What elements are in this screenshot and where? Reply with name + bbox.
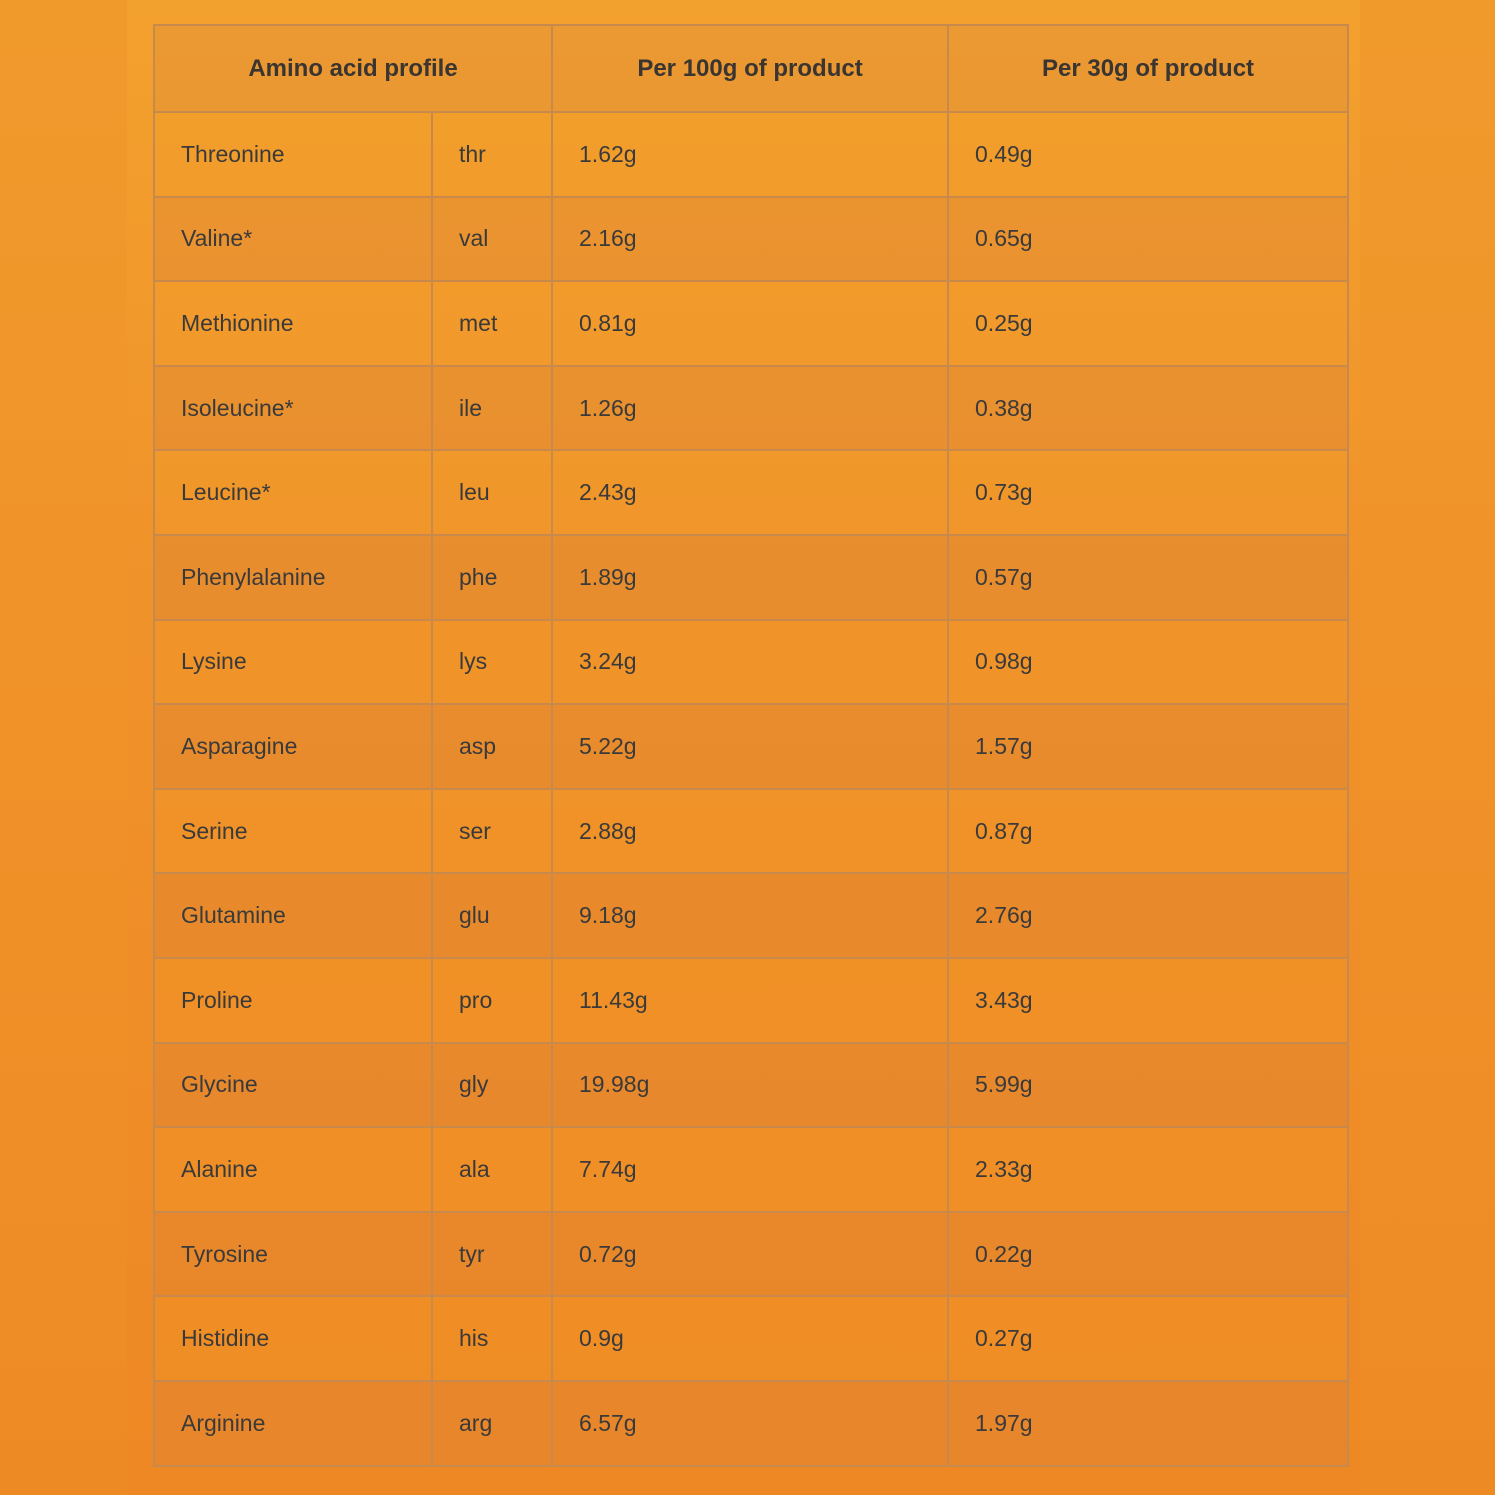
table-row <box>154 535 1348 620</box>
table-row <box>154 789 1348 874</box>
amino-acid-abbreviation: thr <box>432 112 552 197</box>
amount-per-30g: 1.57g <box>948 704 1348 789</box>
amount-per-100g: 19.98g <box>552 1043 948 1128</box>
amount-per-30g: 0.27g <box>948 1296 1348 1381</box>
amino-acid-name: Glycine <box>154 1043 432 1128</box>
amino-acid-abbreviation: his <box>432 1296 552 1381</box>
amino-acid-name: Leucine* <box>154 450 432 535</box>
amount-per-100g: 2.88g <box>552 789 948 874</box>
amount-per-100g: 2.43g <box>552 450 948 535</box>
table-header-row <box>154 25 1348 112</box>
amount-per-100g: 2.16g <box>552 197 948 282</box>
table-row <box>154 1381 1348 1466</box>
table-row <box>154 1127 1348 1212</box>
amino-acid-name: Glutamine <box>154 873 432 958</box>
amino-acid-abbreviation: arg <box>432 1381 552 1466</box>
amount-per-100g: 0.72g <box>552 1212 948 1297</box>
amino-acid-name: Phenylalanine <box>154 535 432 620</box>
amino-acid-name: Serine <box>154 789 432 874</box>
amount-per-30g: 0.73g <box>948 450 1348 535</box>
amount-per-30g: 2.33g <box>948 1127 1348 1212</box>
amount-per-30g: 1.97g <box>948 1381 1348 1466</box>
amount-per-30g: 2.76g <box>948 873 1348 958</box>
table-row <box>154 1296 1348 1381</box>
table-row <box>154 112 1348 197</box>
amino-acid-abbreviation: ile <box>432 366 552 451</box>
amount-per-100g: 0.81g <box>552 281 948 366</box>
amino-acid-abbreviation: tyr <box>432 1212 552 1297</box>
amount-per-30g: 0.38g <box>948 366 1348 451</box>
table-row <box>154 281 1348 366</box>
amino-acid-name: Tyrosine <box>154 1212 432 1297</box>
amount-per-100g: 9.18g <box>552 873 948 958</box>
amount-per-30g: 0.65g <box>948 197 1348 282</box>
amount-per-30g: 0.25g <box>948 281 1348 366</box>
amount-per-100g: 6.57g <box>552 1381 948 1466</box>
amount-per-30g: 5.99g <box>948 1043 1348 1128</box>
amount-per-100g: 1.89g <box>552 535 948 620</box>
amino-acid-name: Alanine <box>154 1127 432 1212</box>
amino-acid-name: Lysine <box>154 620 432 705</box>
amino-acid-name: Asparagine <box>154 704 432 789</box>
amino-acid-name: Isoleucine* <box>154 366 432 451</box>
amount-per-100g: 7.74g <box>552 1127 948 1212</box>
amino-acid-name: Valine* <box>154 197 432 282</box>
amino-acid-abbreviation: lys <box>432 620 552 705</box>
amino-acid-name: Arginine <box>154 1381 432 1466</box>
table-row <box>154 1043 1348 1128</box>
table-row <box>154 704 1348 789</box>
table-row <box>154 620 1348 705</box>
header-amino-acid-profile: Amino acid profile <box>154 25 552 112</box>
amino-acid-name: Methionine <box>154 281 432 366</box>
amino-acid-abbreviation: phe <box>432 535 552 620</box>
amino-acid-abbreviation: met <box>432 281 552 366</box>
amount-per-30g: 0.87g <box>948 789 1348 874</box>
amount-per-100g: 1.26g <box>552 366 948 451</box>
table-row <box>154 450 1348 535</box>
table-row <box>154 197 1348 282</box>
amount-per-100g: 11.43g <box>552 958 948 1043</box>
amino-acid-abbreviation: gly <box>432 1043 552 1128</box>
amount-per-30g: 0.49g <box>948 112 1348 197</box>
amino-acid-name: Histidine <box>154 1296 432 1381</box>
amino-acid-table <box>153 24 1349 1467</box>
amino-acid-abbreviation: ala <box>432 1127 552 1212</box>
amino-acid-abbreviation: pro <box>432 958 552 1043</box>
amino-acid-abbreviation: leu <box>432 450 552 535</box>
amino-acid-name: Proline <box>154 958 432 1043</box>
amount-per-100g: 1.62g <box>552 112 948 197</box>
table-row <box>154 958 1348 1043</box>
amount-per-30g: 0.22g <box>948 1212 1348 1297</box>
amount-per-100g: 0.9g <box>552 1296 948 1381</box>
amount-per-100g: 5.22g <box>552 704 948 789</box>
amount-per-30g: 3.43g <box>948 958 1348 1043</box>
amino-acid-abbreviation: ser <box>432 789 552 874</box>
amino-acid-abbreviation: glu <box>432 873 552 958</box>
amino-acid-name: Threonine <box>154 112 432 197</box>
amino-acid-abbreviation: asp <box>432 704 552 789</box>
amount-per-100g: 3.24g <box>552 620 948 705</box>
amount-per-30g: 0.98g <box>948 620 1348 705</box>
table-row <box>154 366 1348 451</box>
table-row <box>154 873 1348 958</box>
header-per-30g: Per 30g of product <box>948 25 1348 112</box>
table-row <box>154 1212 1348 1297</box>
header-per-100g: Per 100g of product <box>552 25 948 112</box>
amount-per-30g: 0.57g <box>948 535 1348 620</box>
amino-acid-abbreviation: val <box>432 197 552 282</box>
